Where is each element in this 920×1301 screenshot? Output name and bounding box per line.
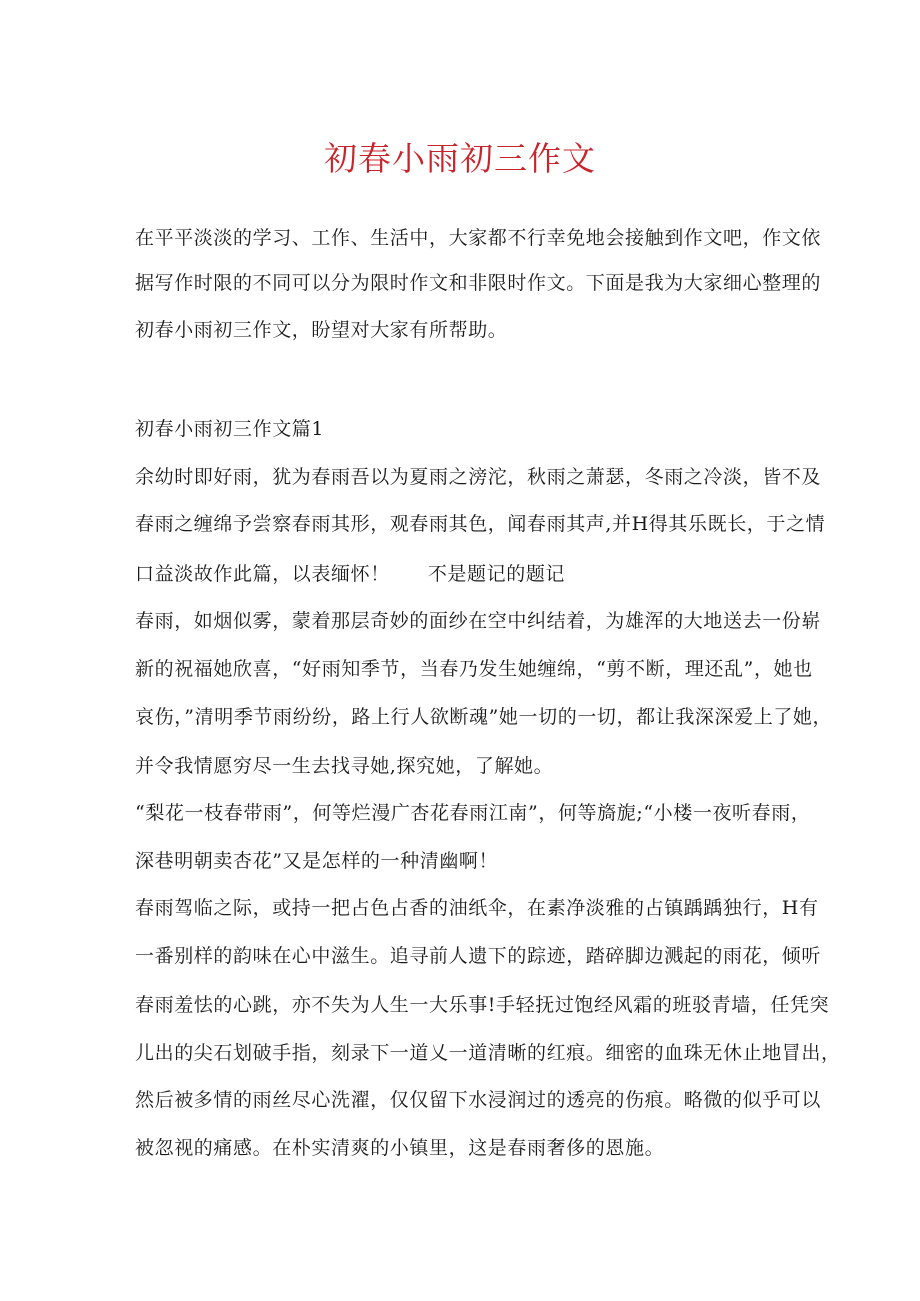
paragraph2-line-1: 春雨，如烟似雾，蒙着那层奇妙的面纱在空中纠结着，为雄浑的大地送去一份崭 xyxy=(135,610,822,632)
paragraph4-line-3: 春雨羞怯的心跳，亦不失为人生一大乐事!手轻抚过饱经风霜的班驳青墙，任凭突 xyxy=(135,994,830,1016)
paragraph1-line-3 xyxy=(135,560,795,588)
paragraph4-line-1: 春雨驾临之际，或持一把占色占香的油纸伞，在素净淡雅的占镇踽踽独行，H有 xyxy=(135,897,819,919)
section-heading: 初春小雨初三作文篇1 xyxy=(135,418,325,440)
paragraph4-line-2: 一番别样的韵味在心中滋生。追寻前人遗下的踪迹，踏碎脚边溅起的雨花，倾听 xyxy=(135,945,822,967)
paragraph2-line-4: 并令我情愿穷尽一生去找寻她,探究她，了解她。 xyxy=(135,755,554,777)
paragraph4-line-6: 被忽视的痛感。在朴实清爽的小镇里，这是春雨奢侈的恩施。 xyxy=(135,1137,665,1159)
paragraph4-line-4: 儿出的尖石划破手指，刻录下一道乂一道清晰的红痕。细密的血珠无休止地冒出， xyxy=(135,1042,841,1064)
paragraph1-line-3-text: 口益淡故作此篇，以表缅怀！ xyxy=(135,563,390,585)
paragraph1-line-1: 余幼时即好雨，犹为春雨吾以为夏雨之滂沱，秋雨之萧瑟，冬雨之冷淡，皆不及 xyxy=(135,466,822,488)
paragraph3-line-1: “梨花一枝春带雨”，何等烂漫广杏花春雨江南”，何等旖旎;“小楼一夜听春雨， xyxy=(135,802,811,824)
paragraph2-line-3: 哀伤，”清明季节雨纷纷，路上行人欲断魂”她一切的一切，都让我深深爱上了她， xyxy=(135,706,833,728)
intro-line-3: 初春小雨初三作文，盼望对大家有所帮助。 xyxy=(135,319,508,341)
page-title: 初春小雨初三作文 xyxy=(324,139,596,178)
intro-line-1: 在平平淡淡的学习、工作、生活中，大家都不行幸免地会接触到作文吧，作文依 xyxy=(135,227,822,249)
subtitle-epigraph: 不是题记的题记 xyxy=(427,563,566,585)
paragraph4-line-5: 然后被多情的雨丝尽心洗濯，仅仅留下水浸润过的透亮的伤痕。略微的似乎可以 xyxy=(135,1089,822,1111)
paragraph2-line-2: 新的祝福她欣喜，“好雨知季节，当春乃发生她缠绵，“剪不断，理还乱”，她也 xyxy=(135,658,813,680)
paragraph3-line-2: 深巷明朝卖杏花”又是怎样的一种清幽啊！ xyxy=(135,850,499,872)
intro-line-2: 据写作时限的不同可以分为限时作文和非限时作文。下面是我为大家细心整理的 xyxy=(135,272,822,294)
paragraph1-line-2: 春雨之缠绵予尝察春雨其形，观春雨其色，闻春雨其声,并H得其乐既长，于之情 xyxy=(135,513,826,535)
